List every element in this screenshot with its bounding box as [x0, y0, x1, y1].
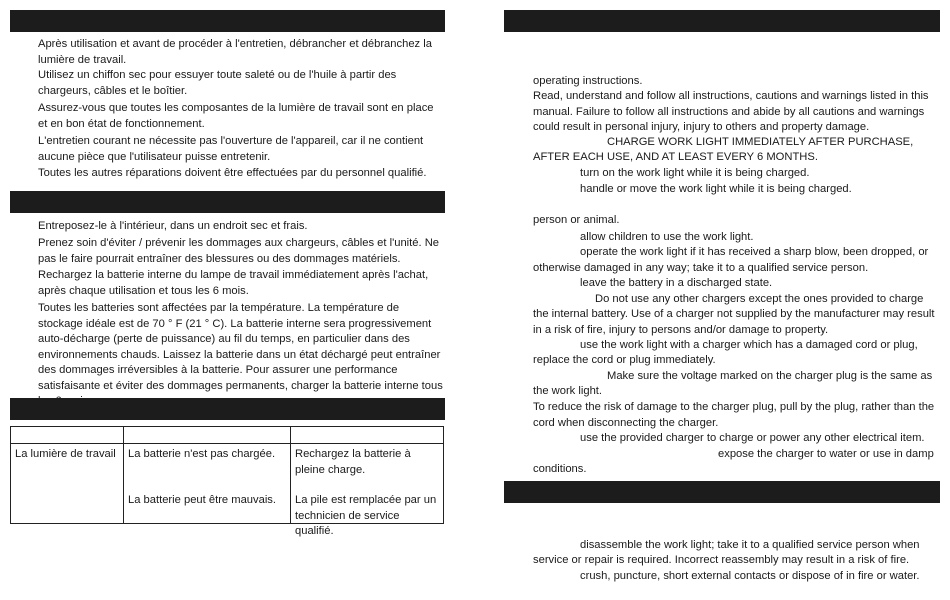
warning-text: allow children to use the work light.	[580, 231, 754, 243]
warning-text: Read, understand and follow all instructions, cautions and warnings listed in this manual. Failure to follow all instructions and abide by all cautions and warnings could result in personal injury, injury to others and property damage.	[533, 90, 929, 133]
warning-text: use the provided charger to charge or power any other electrical item.	[580, 432, 925, 444]
warning-text: AFTER EACH USE, AND AT LEAST EVERY 6 MONTHS.	[533, 151, 818, 163]
warning-text: the internal battery. Use of a charger not supplied by the manufacturer may result in a risk of fire, injury to persons and/or damage to property.	[533, 308, 935, 336]
warning-text: handle or move the work light while it is being charged.	[580, 183, 852, 195]
maintenance-item: L'entretien courant ne nécessite pas l'ouverture de l'appareil, car il ne contient aucune pièce que l'utilisateur puisse entretenir.	[38, 135, 424, 163]
storage-item: Entreposez-le à l'intérieur, dans un endroit sec et frais.	[38, 220, 308, 232]
maintenance-item: Toutes les autres réparations doivent être effectuées par du personnel qualifié.	[38, 167, 427, 179]
troubleshooting-table	[10, 426, 444, 537]
maintenance-item: Utilisez un chiffon sec pour essuyer toute saleté ou de l'huile à partir des chargeurs, câbles et le boîtier.	[38, 69, 397, 97]
table-cell-solution: Rechargez la batterie à pleine charge.	[295, 448, 411, 476]
section-header-bar	[10, 191, 445, 213]
warning-text: expose the charger to water or use in damp	[718, 448, 934, 460]
warning-text: person or animal.	[533, 214, 620, 226]
warning-text: operating instructions.	[533, 75, 643, 87]
warning-text: Do not use any other chargers except the ones provided to charge	[595, 293, 924, 305]
storage-item: Toutes les batteries sont affectées par la température. La température de stockage idéale est de 70 ° F (21 ° C). La batterie interne sera progressivement auto-décharge (perte de puissance) au fil du temps, en particulier dans des environnements chauds. Laissez la batterie dans un état déchargé peut entraîner des dommages irréversibles à la batterie. Pour assurer une performance satisfaisante et éviter des dommages permanents, charger la batterie interne tous	[38, 302, 443, 392]
section-header-bar	[10, 10, 445, 32]
section-header-bar	[504, 10, 940, 32]
warning-text: turn on the work light while it is being charged.	[580, 167, 810, 179]
maintenance-item: Après utilisation et avant de procéder à l'entretien, débrancher et débranchez la lumière de travail.	[38, 38, 432, 66]
table-header-row	[11, 427, 443, 444]
warning-text: replace the cord or plug immediately.	[533, 354, 716, 366]
table-cell-solution: La pile est remplacée par un technicien de service qualifié.	[295, 494, 437, 537]
warning-text: conditions.	[533, 463, 587, 475]
warning-text: To reduce the risk of damage to the charger plug, pull by the plug, rather than the cord when disconnecting the charger.	[533, 401, 935, 429]
maintenance-item: Assurez-vous que toutes les composantes de la lumière de travail sont en place et en bon état de fonctionnement.	[38, 102, 434, 130]
warning-text: Make sure the voltage marked on the charger plug is the same as	[607, 370, 933, 382]
storage-item: Prenez soin d'éviter / prévenir les dommages aux chargeurs, câbles et l'unité. Ne pas le faire pourrait entraîner des blessures ou des dommages matériels.	[38, 237, 440, 265]
table-cell-problem: La lumière de travail	[15, 448, 116, 460]
warning-text: operate the work light if it has received a sharp blow, been dropped, or	[580, 246, 929, 258]
column-divider	[290, 427, 291, 523]
battery-warning-text: disassemble the work light; take it to a qualified service person when	[580, 539, 920, 551]
column-divider	[123, 427, 124, 523]
warning-text: the work light.	[533, 385, 603, 397]
section-header-bar	[10, 398, 445, 420]
warning-text: use the work light with a charger which has a damaged cord or plug,	[580, 339, 918, 351]
battery-warning-text: crush, puncture, short external contacts or dispose of in fire or water.	[580, 570, 920, 582]
table-cell-cause: La batterie peut être mauvais.	[128, 494, 277, 506]
warning-text: CHARGE WORK LIGHT IMMEDIATELY AFTER PURCHASE,	[607, 136, 914, 148]
table-cell-cause: La batterie n'est pas chargée.	[128, 448, 276, 460]
warning-text: otherwise damaged in any way; take it to a qualified service person.	[533, 262, 869, 274]
storage-item: Rechargez la batterie interne du lampe de travail immédiatement après l'achat, après chaque utilisation et tous les 6 mois.	[38, 269, 429, 297]
section-header-bar	[504, 481, 940, 503]
battery-warning-text: service or repair is required. Incorrect reassembly may result in a risk of fire.	[533, 554, 910, 566]
warning-text: leave the battery in a discharged state.	[580, 277, 773, 289]
